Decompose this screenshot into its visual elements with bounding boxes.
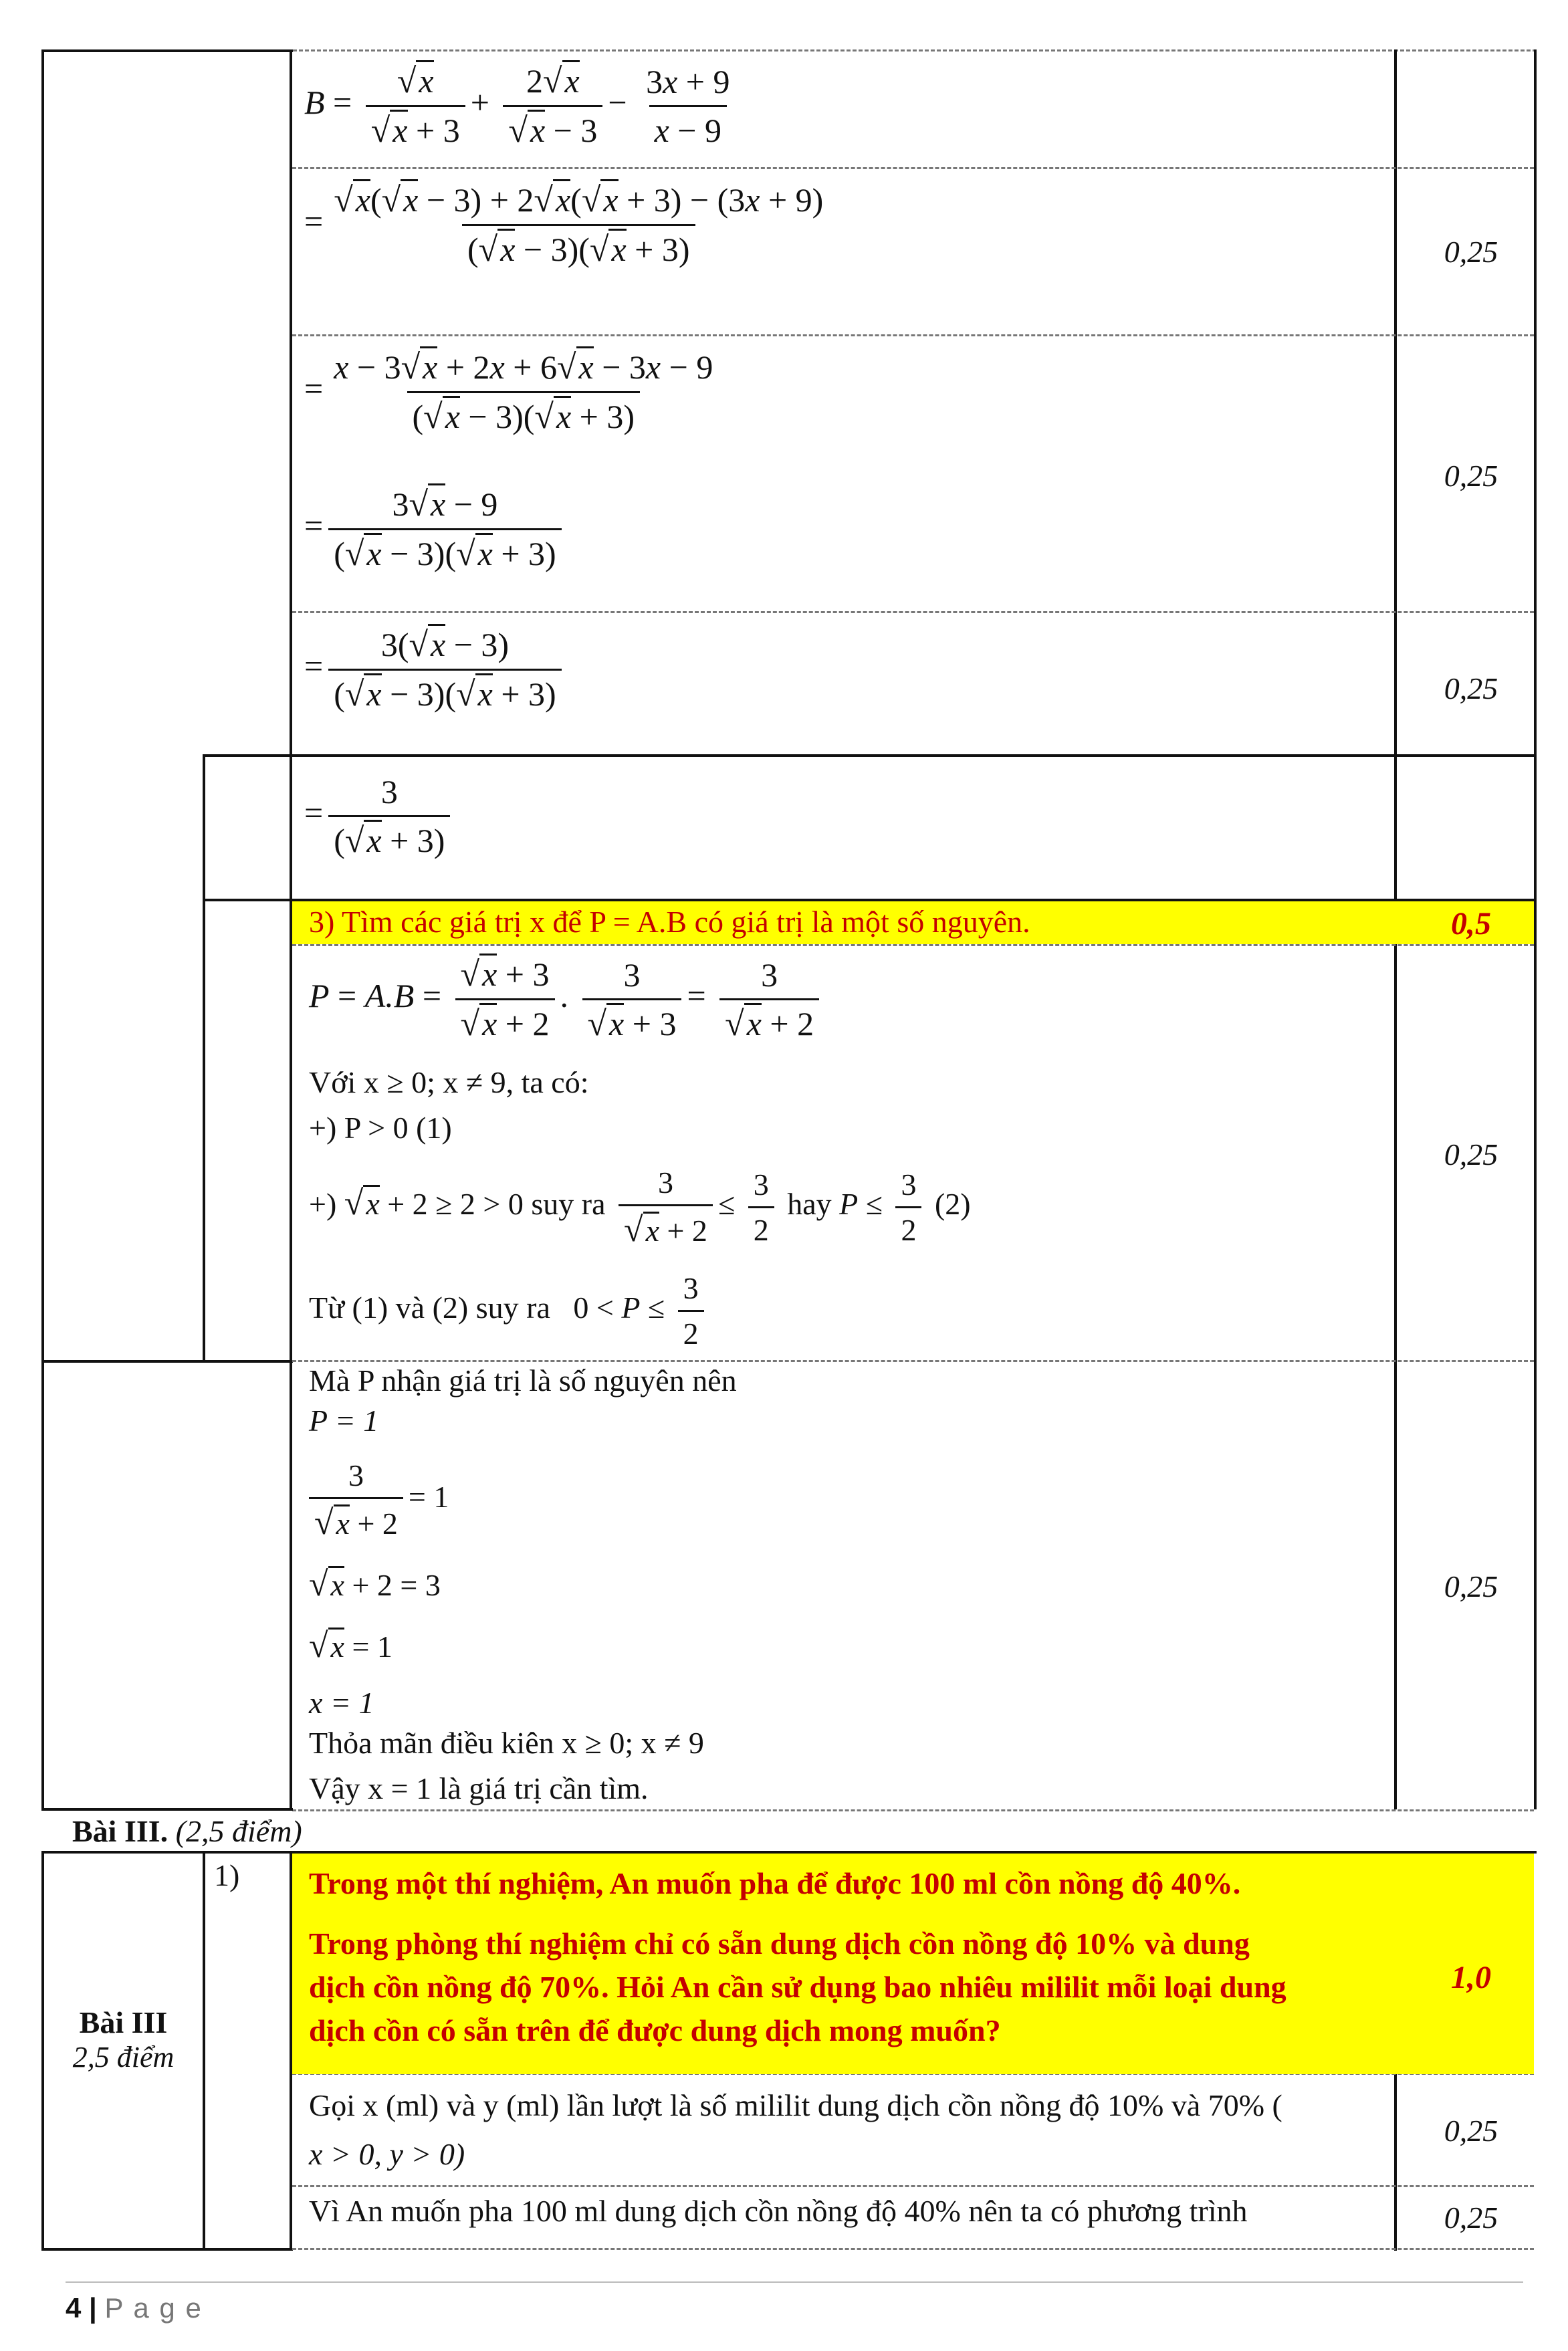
row-sep-7	[41, 1360, 293, 1363]
page-word: P a g e	[104, 2292, 203, 2324]
page-number: 4	[66, 2292, 82, 2324]
from-1-and-2: Từ (1) và (2) suy ra 0 < P ≤ $\frac{3}{2}$	[309, 1270, 709, 1351]
lower-bottom	[41, 2248, 293, 2251]
row-sep-3	[292, 611, 1534, 613]
bai3-label-text: Bài III	[79, 2005, 168, 2039]
score-step-2: 0,25	[1444, 459, 1498, 493]
section-title	[72, 1813, 302, 1849]
satisfy-condition: Thỏa mãn điều kiên x ≥ 0; x ≠ 9	[309, 1726, 704, 1760]
problem-line-1: Trong một thí nghiệm, An muốn pha để được 100 ml cồn nồng độ 40%.	[309, 1866, 1241, 1900]
part3-title: 3) Tìm các giá trị x để P = A.B có giá trị là một số nguyên.	[309, 905, 1030, 939]
col-a-right-lower	[203, 1851, 205, 2251]
part3-score: 0,5	[1451, 906, 1491, 941]
problem-line-3: dịch cồn nồng độ 70%. Hỏi An cần sử dụng bao nhiêu mililit mỗi loại dung	[309, 1970, 1286, 2004]
p-equals-1: P = 1	[309, 1404, 379, 1438]
row-sep-2	[292, 334, 1534, 336]
footer	[66, 2292, 203, 2324]
score-step-6: 0,25	[1444, 2114, 1498, 2148]
call-xy: Gọi x (ml) và y (ml) lần lượt là số mililit dung dịch cồn nồng độ 10% và 70% (	[309, 2088, 1282, 2122]
b-definition: B = $\frac{√x}{√x + 3}$ + $\frac{2√x}{√x - 3}$ − $\frac{3x + 9}{x - 9}$	[304, 62, 740, 150]
lower-bottom-dash	[292, 2248, 1534, 2250]
row-sep-6	[292, 944, 1534, 946]
footer-rule	[66, 2281, 1523, 2283]
item-number: 1)	[214, 1858, 240, 1892]
section-title-text: Bài III.	[72, 1814, 169, 1848]
lower-sep-2	[292, 2185, 1534, 2187]
step-1: = $\frac{√x(√x - 3) + 2√x(√x + 3) - (3x + 9)}{(√x - 3)(√x + 3)}$	[304, 181, 834, 269]
with-condition: Với x ≥ 0; x ≠ 9, ta có:	[309, 1065, 589, 1099]
sqrt-eq-3: √x + 2 = 3	[309, 1565, 441, 1603]
integer-note: Mà P nhận giá trị là số nguyên nên	[309, 1363, 737, 1397]
bai3-score: 1,0	[1451, 1960, 1491, 1995]
problem-line-4: dịch cồn có sẵn trên để được dung dịch mong muốn?	[309, 2013, 1001, 2047]
footer-separator: |	[89, 2292, 97, 2324]
step-3: = $\frac{3√x - 9}{(√x - 3)(√x + 3)}$	[304, 485, 567, 574]
p-positive: +) P > 0 (1)	[309, 1111, 452, 1145]
x-equals-1: x = 1	[309, 1686, 374, 1720]
score-step-5: 0,25	[1444, 1569, 1498, 1603]
score-step-1: 0,25	[1444, 235, 1498, 269]
p-expression: P = A.B = $\frac{√x + 3}{√x + 2}$ . $\frac{3}{√x + 3}$ = $\frac{3}{√x + 2}$	[309, 955, 824, 1044]
table-top-dash	[293, 49, 1537, 51]
step-5: = $\frac{3}{(√x + 3)}$	[304, 772, 455, 861]
score-step-3: 0,25	[1444, 671, 1498, 705]
problem-line-2: Trong phòng thí nghiệm chỉ có sẵn dung dịch cồn nồng độ 10% và dung	[309, 1926, 1250, 1961]
step-4: = $\frac{3(√x - 3)}{(√x - 3)(√x + 3)}$	[304, 625, 567, 714]
section-title-points: (2,5 điểm)	[175, 1814, 302, 1848]
bai3-label-points: 2,5 điểm	[72, 2041, 175, 2074]
table-top-border	[41, 49, 293, 52]
row-sep-1	[292, 167, 1534, 169]
score-step-7: 0,25	[1444, 2201, 1498, 2235]
step-2: = $\frac{x - 3√x + 2x + 6√x - 3x - 9}{(√x - 3)(√x + 3)}$	[304, 348, 723, 437]
conclusion: Vậy x = 1 là giá trị cần tìm.	[309, 1771, 649, 1805]
row-sep-8	[292, 1809, 1534, 1811]
p-bound: +) √x + 2 ≥ 2 > 0 suy ra $\frac{3}{√x + 2}$ ≤ $\frac{3}{2}$ hay P ≤ $\frac{3}{2}$ (2)	[309, 1165, 971, 1249]
frac-equals-1: $\frac{3}{√x + 2}$ = 1	[309, 1458, 449, 1543]
row-sep-4	[203, 754, 1537, 757]
equation-intro: Vì An muốn pha 100 ml dung dịch cồn nồng độ 40% nên ta có phương trình	[309, 2194, 1248, 2228]
col-a-right	[203, 754, 205, 1361]
col-left-border	[41, 49, 44, 1809]
condition-xy: x > 0, y > 0)	[309, 2137, 465, 2171]
row-sep-8a	[41, 1808, 293, 1811]
score-step-4: 0,25	[1444, 1137, 1498, 1171]
bai3-label	[44, 2005, 203, 2074]
row-sep-7b	[292, 1360, 1534, 1362]
sqrt-eq-1: √x = 1	[309, 1627, 393, 1665]
